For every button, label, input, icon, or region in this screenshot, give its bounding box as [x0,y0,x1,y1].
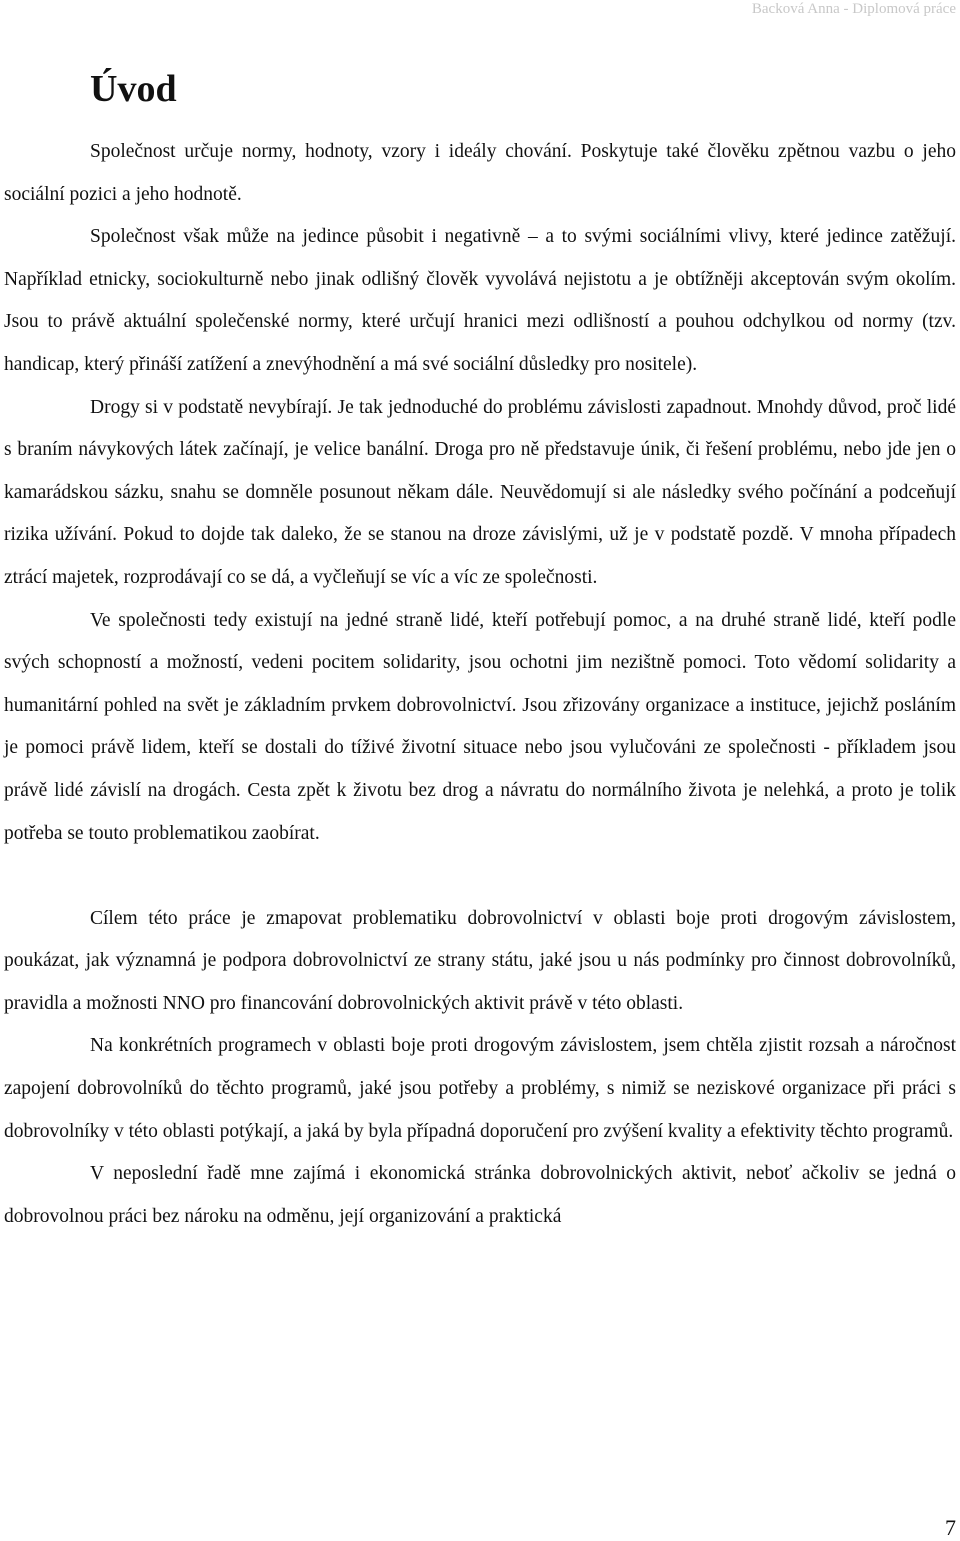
paragraph-spacer [4,855,956,898]
page-number: 7 [945,1515,956,1540]
paragraph: Ve společnosti tedy existují na jedné straně lidé, kteří potřebují pomoc, a na druhé straně lidé, kteří podle svých schopností a možností, vedeni pocitem solidarity, jsou ochotni jim nezištně pomoci. Toto vědomí solidarity a humanitární pohled na svět je základním prvkem dobrovolnictví. Jsou zřizovány organizace a instituce, jejichž posláním je pomoci právě lidem, kteří se dostali do tíživé životní situace nebo jsou vylučováni ze společnosti - příkladem jsou právě lidé závislí na drogách. Cesta zpět k životu bez drog a návratu do normálního života je nelehká, a proto je tolik potřeba se touto problematikou zaobírat. [4,609,956,844]
paragraph: Cílem této práce je zmapovat problematiku dobrovolnictví v oblasti boje proti drogovým závislostem, poukázat, jak významná je podpora dobrovolnictví ze strany státu, jaké jsou u nás podmínky pro činnost dobrovolníků, pravidla a možnosti NNO pro financování dobrovolnických aktivit právě v této oblasti. [4,907,956,1014]
paragraph: Drogy si v podstatě nevybírají. Je tak jednoduché do problému závislosti zapadnout. Mnohdy důvod, proč lidé s braním návykových látek začínají, je velice banální. Droga pro ně představuje únik, či řešení problému, nebo jde jen o kamarádskou sázku, snahu se domněle posunout někam dále. Neuvědomují si ale následky svého počínání a podceňují rizika užívání. Pokud to dojde tak daleko, že se stanou na droze závislými, už je v podstatě pozdě. V mnoha případech ztrácí majetek, rozprodávají co se dá, a vyčleňují se víc a víc ze společnosti. [4,396,956,588]
paragraph: Společnost určuje normy, hodnoty, vzory i ideály chování. Poskytuje také člověku zpětnou vazbu o jeho sociální pozici a jeho hodnotě. [4,141,956,205]
paragraph: V neposlední řadě mne zajímá i ekonomická stránka dobrovolnických aktivit, neboť ačkoliv se jedná o dobrovolnou práci bez nároku na odměnu, její organizování a praktická [4,1163,956,1227]
running-header: Backová Anna - Diplomová práce [751,1,956,17]
paragraph: Společnost však může na jedince působit i negativně – a to svými sociálními vlivy, které jedince zatěžují. Například etnicky, sociokulturně nebo jinak odlišný člověk vyvolává nejistotu a je obtížněji akceptován svým okolím. Jsou to právě aktuální společenské normy, které určují hranici mezi odlišností a pouhou odchylkou od normy (tzv. handicap, který přináší zatížení a znevýhodnění a má své sociální důsledky pro nositele). [4,226,956,375]
body-text [4,131,956,1238]
page-title: Úvod [90,68,177,110]
paragraph: Na konkrétních programech v oblasti boje proti drogovým závislostem, jsem chtěla zjistit rozsah a náročnost zapojení dobrovolníků do těchto programů, jaké jsou potřeby a problémy, s nimiž se neziskové organizace při práci s dobrovolníky v této oblasti potýkají, a jaká by byla případná doporučení pro zvýšení kvality a efektivity těchto programů. [4,1035,956,1142]
